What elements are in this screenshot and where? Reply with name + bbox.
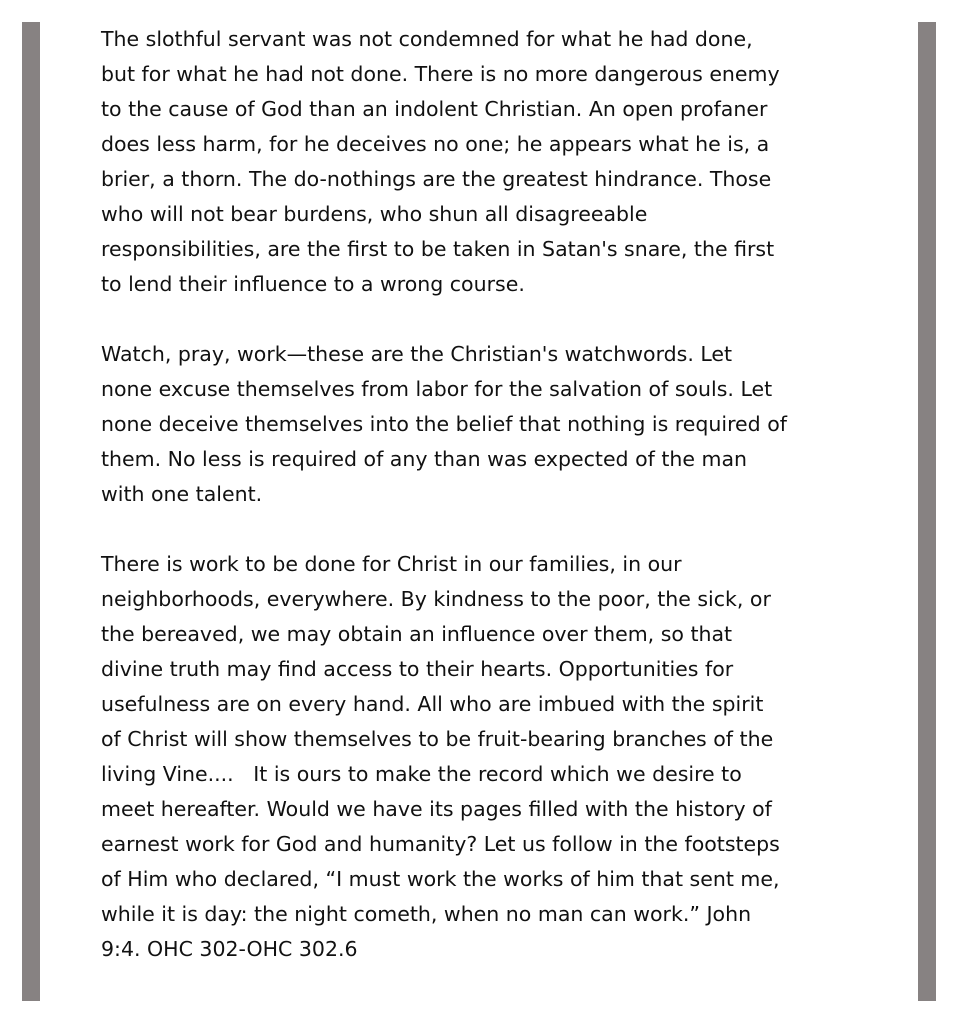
text-line: meet hereafter. Would we have its pages filled with the history of bbox=[101, 797, 772, 821]
text-line: to the cause of God than an indolent Christian. An open profaner bbox=[101, 97, 768, 121]
right-page-border bbox=[918, 22, 936, 1001]
text-line: while it is day: the night cometh, when no man can work.” John bbox=[101, 902, 752, 926]
text-line: them. No less is required of any than was expected of the man bbox=[101, 447, 748, 471]
text-line: earnest work for God and humanity? Let us follow in the footsteps bbox=[101, 832, 780, 856]
reading-text bbox=[84, 22, 884, 967]
text-line: none deceive themselves into the belief that nothing is required of bbox=[101, 412, 787, 436]
text-line: to lend their influence to a wrong course. bbox=[101, 272, 525, 296]
text-line: of Christ will show themselves to be fruit-bearing branches of the bbox=[101, 727, 774, 751]
paragraph-1 bbox=[84, 22, 884, 302]
text-line: the bereaved, we may obtain an influence over them, so that bbox=[101, 622, 733, 646]
text-line: does less harm, for he deceives no one; he appears what he is, a bbox=[101, 132, 770, 156]
text-line: 9:4. OHC 302-OHC 302.6 bbox=[101, 937, 358, 961]
text-line: who will not bear burdens, who shun all disagreeable bbox=[101, 202, 648, 226]
text-line: neighborhoods, everywhere. By kindness to the poor, the sick, or bbox=[101, 587, 771, 611]
text-line: responsibilities, are the first to be taken in Satan's snare, the first bbox=[101, 237, 775, 261]
text-line: with one talent. bbox=[101, 482, 263, 506]
text-line: usefulness are on every hand. All who are imbued with the spirit bbox=[101, 692, 764, 716]
text-line: living Vine.... It is ours to make the record which we desire to bbox=[101, 762, 742, 786]
text-line: brier, a thorn. The do-nothings are the greatest hindrance. Those bbox=[101, 167, 772, 191]
text-line: There is work to be done for Christ in our families, in our bbox=[101, 552, 682, 576]
text-line: of Him who declared, “I must work the works of him that sent me, bbox=[101, 867, 780, 891]
text-line: The slothful servant was not condemned for what he had done, bbox=[101, 27, 753, 51]
text-line: none excuse themselves from labor for the salvation of souls. Let bbox=[101, 377, 773, 401]
text-line: divine truth may find access to their hearts. Opportunities for bbox=[101, 657, 734, 681]
text-line: but for what he had not done. There is no more dangerous enemy bbox=[101, 62, 780, 86]
text-line: Watch, pray, work—these are the Christian's watchwords. Let bbox=[101, 342, 733, 366]
paragraph-2 bbox=[84, 337, 884, 512]
left-page-border bbox=[22, 22, 40, 1001]
paragraph-3 bbox=[84, 547, 884, 967]
